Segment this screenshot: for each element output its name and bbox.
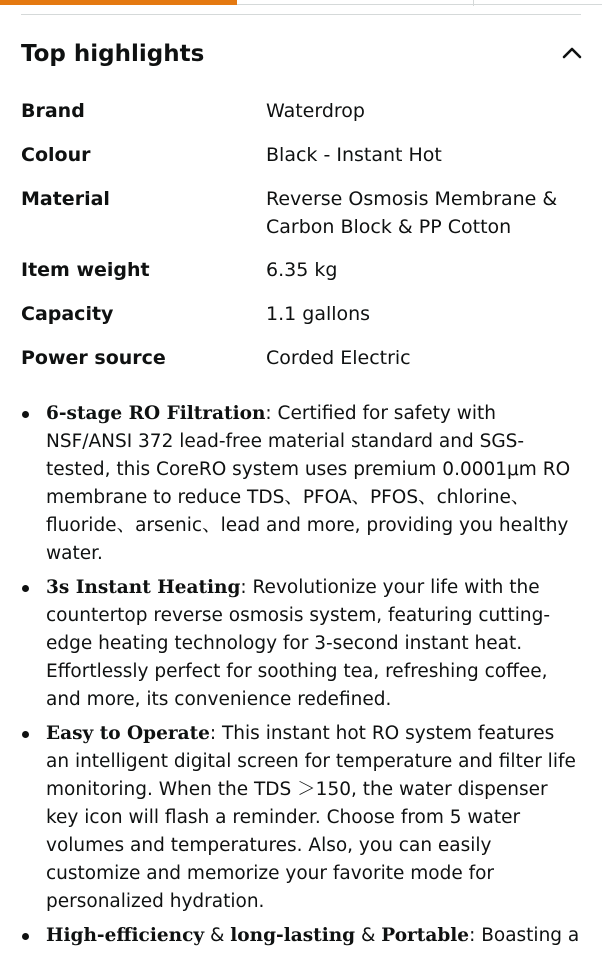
bullet-dot-icon (22, 731, 29, 738)
spec-label: Colour (21, 144, 91, 166)
tab-divider (473, 0, 474, 6)
feature-title: Portable (381, 925, 470, 946)
feature-bullet (21, 720, 581, 916)
feature-text: : Boasting a (469, 925, 580, 946)
top-highlights-header[interactable] (21, 36, 585, 76)
spec-value: Corded Electric (266, 347, 411, 369)
section-title: Top highlights (21, 41, 205, 67)
feature-text: : Revolutionize your life with the countertop reverse osmosis system, featuring cutting-edge heating technology for 3-second instant heat. Effortlessly perfect for soothing tea, refreshing coffee, and more, its convenience redefined. (46, 577, 551, 710)
feature-text: : This instant hot RO system features an intelligent digital screen for temperature and filter life monitoring. When the TDS ＞150, the water dispenser key icon will flash a reminder. Choose from 5 water volumes and temperatures. Also, you can easily customize and memorize your favorite mode for personalized hydration. (46, 723, 576, 912)
bullet-dot-icon (22, 411, 29, 418)
bullet-dot-icon (22, 585, 29, 592)
spec-row-capacity (21, 299, 585, 329)
spec-row-item-weight (21, 255, 585, 285)
spec-row-material (21, 184, 585, 241)
spec-label: Material (21, 188, 110, 210)
feature-bullet-list (21, 400, 581, 956)
spec-value: Waterdrop (266, 100, 365, 122)
section-divider (21, 14, 581, 15)
feature-title: Easy to Operate (46, 723, 210, 744)
spec-value: Black - Instant Hot (266, 144, 442, 166)
feature-title: 3s Instant Heating (46, 577, 241, 598)
spec-label: Power source (21, 347, 166, 369)
spec-row-colour (21, 140, 585, 170)
feature-title: long-lasting (230, 925, 356, 946)
inactive-tab-outline (237, 0, 602, 5)
feature-bullet (21, 574, 581, 714)
spec-value: Reverse Osmosis Membrane & Carbon Block & PP Cotton (266, 188, 558, 238)
feature-text: : Certified for safety with NSF/ANSI 372 lead-free material standard and SGS-tested, this CoreRO system uses premium 0.0001μm RO membrane to reduce TDS、PFOA、PFOS、chlorine、fluoride、arsenic、lead and more, providing you healthy water. (46, 403, 571, 564)
bullet-dot-icon (22, 933, 29, 940)
feature-title: 6-stage RO Filtration (46, 403, 266, 424)
spec-label: Capacity (21, 303, 114, 325)
tab-strip (0, 0, 602, 14)
active-tab-indicator (0, 0, 237, 5)
spec-row-power-source (21, 343, 585, 373)
spec-label: Brand (21, 100, 85, 122)
spec-row-brand (21, 96, 585, 126)
spec-table (21, 96, 585, 387)
feature-bullet (21, 922, 581, 950)
feature-title-separator: & (355, 925, 382, 946)
feature-title-separator: & (204, 925, 231, 946)
spec-value: 1.1 gallons (266, 303, 371, 325)
chevron-up-icon[interactable] (561, 42, 583, 64)
feature-bullet (21, 400, 581, 568)
spec-value: 6.35 kg (266, 259, 338, 281)
feature-title: High-efficiency (46, 925, 205, 946)
spec-label: Item weight (21, 259, 150, 281)
